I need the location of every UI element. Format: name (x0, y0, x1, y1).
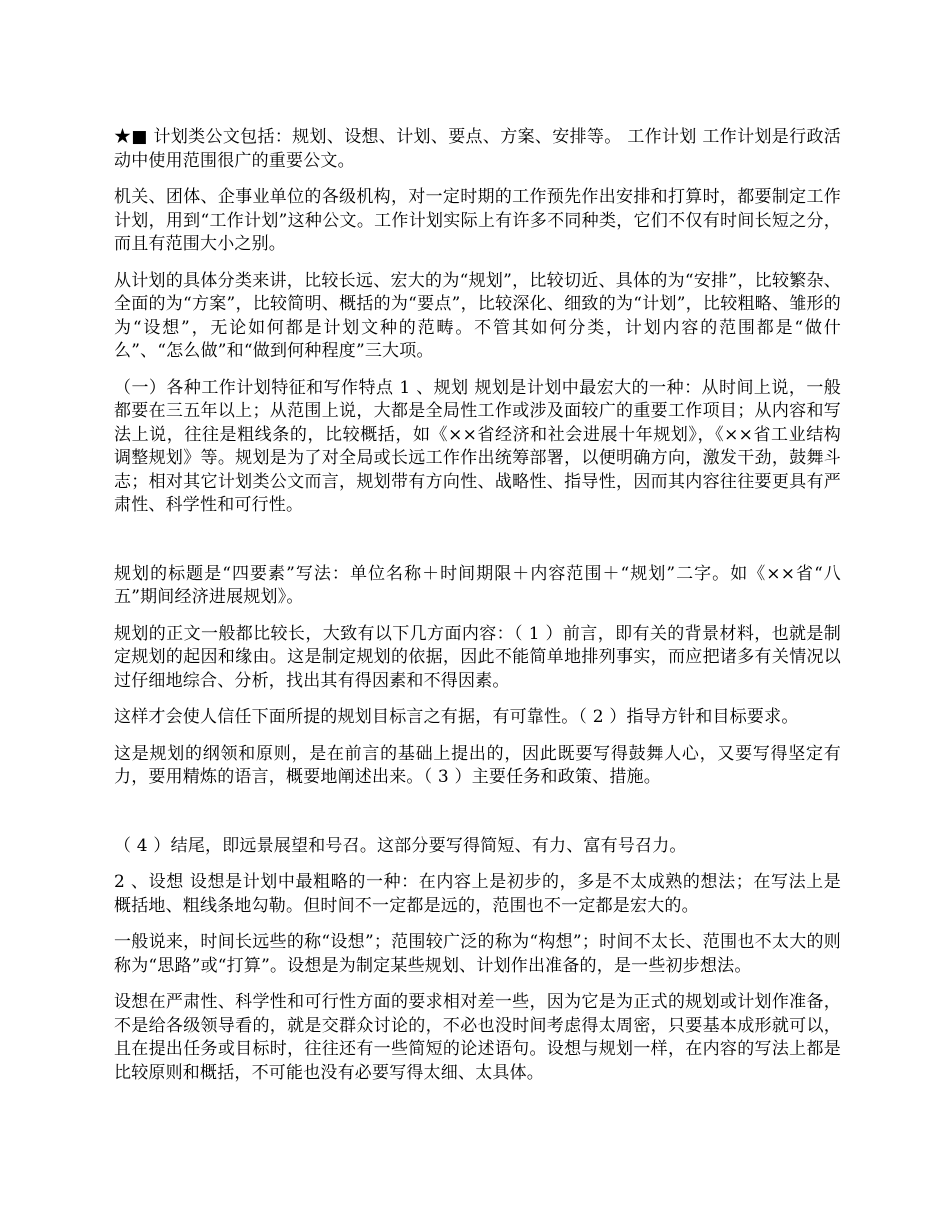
paragraph-plan-principles: 这是规划的纲领和原则，是在前言的基础上提出的，因此既要写得鼓舞人心，又要写得坚定有力，要用精炼的语言，概要地阐述出来。（ 3 ）主要任务和政策、措施。 (114, 743, 841, 787)
section-spacer (114, 531, 841, 563)
paragraph-intro: ★■ 计划类公文包括：规划、设想、计划、要点、方案、安排等。 工作计划 工作计划是行政活动中使用范围很广的重要公文。 (114, 127, 841, 171)
paragraph-plan-goals: 这样才会使人信任下面所提的规划目标言之有据，有可靠性。（ 2 ）指导方针和目标要求。 (114, 707, 799, 727)
paragraph-plan-body: 规划的正文一般都比较长，大致有以下几方面内容：（ 1 ）前言，即有关的背景材料，也就是制定规划的起因和缘由。这是制定规划的依据，因此不能简单地排列事实，而应把诸多有关情况以过仔细地综合、分析，找出其有得因素和不得因素。 (114, 623, 841, 691)
paragraph-plan-title: 规划的标题是“四要素”写法：单位名称＋时间期限＋内容范围＋“规划”二字。如《××省“八五”期间经济进展规划》。 (114, 563, 841, 607)
paragraph-plan-ending: （ 4 ）结尾，即远景展望和号召。这部分要写得简短、有力、富有号召力。 (114, 835, 687, 856)
paragraph-concept-requirements: 设想在严肃性、科学性和可行性方面的要求相对差一些，因为它是为正式的规划或计划作准备，不是给各级领导看的，就是交群众讨论的，不必也没时间考虑得太周密，只要基本成形就可以，且在提出任务或目标时，往往还有一些简短的论述语句。设想与规划一样，在内容的写法上都是比较原则和概括，不可能也没有必要写得太细、太具体。 (114, 992, 841, 1083)
paragraph-classification: 从计划的具体分类来讲，比较长远、宏大的为“规划”，比较切近、具体的为“安排”，比较繁杂、全面的为“方案”，比较简明、概括的为“要点”，比较深化、细致的为“计划”，比较粗略、雏形的为“设想”，无论如何都是计划文种的范畴。不管其如何分类，计划内容的范围都是“做什么”、“怎么做”和“做到何种程度”三大项。 (114, 270, 841, 361)
section-spacer (114, 803, 841, 835)
paragraph-planning-features: （一）各种工作计划特征和写作特点 1 、规划 规划是计划中最宏大的一种：从时间上说，一般都要在三五年以上；从范围上说，大都是全局性工作或涉及面较广的重要工作项目；从内容和写法上说，往往是粗线条的，比较概括，如《××省经济和社会进展十年规划》，《××省工业结构调整规划》等。规划是为了对全局或长远工作作出统筹部署，以便明确方向，激发干劲，鼓舞斗志；相对其它计划类公文而言，规划带有方向性、战略性、指导性，因而其内容往往要更具有严肃性、科学性和可行性。 (114, 377, 841, 515)
paragraph-agencies: 机关、团体、企事业单位的各级机构，对一定时期的工作预先作出安排和打算时，都要制定工作计划，用到“工作计划”这种公文。工作计划实际上有许多不同种类，它们不仅有时间长短之分，而且有范围大小之别。 (114, 187, 841, 254)
paragraph-concept-intro: 2 、设想 设想是计划中最粗略的一种：在内容上是初步的，多是不太成熟的想法；在写法上是概括地、粗线条地勾勒。但时间不一定都是远的，范围也不一定都是宏大的。 (114, 872, 841, 916)
paragraph-concept-naming: 一般说来，时间长远些的称“设想”；范围较广泛的称为“构想”；时间不太长、范围也不太大的则称为“思路”或“打算”。设想是为制定某些规划、计划作出准备的，是一些初步想法。 (114, 932, 841, 976)
document-body (114, 126, 841, 1098)
